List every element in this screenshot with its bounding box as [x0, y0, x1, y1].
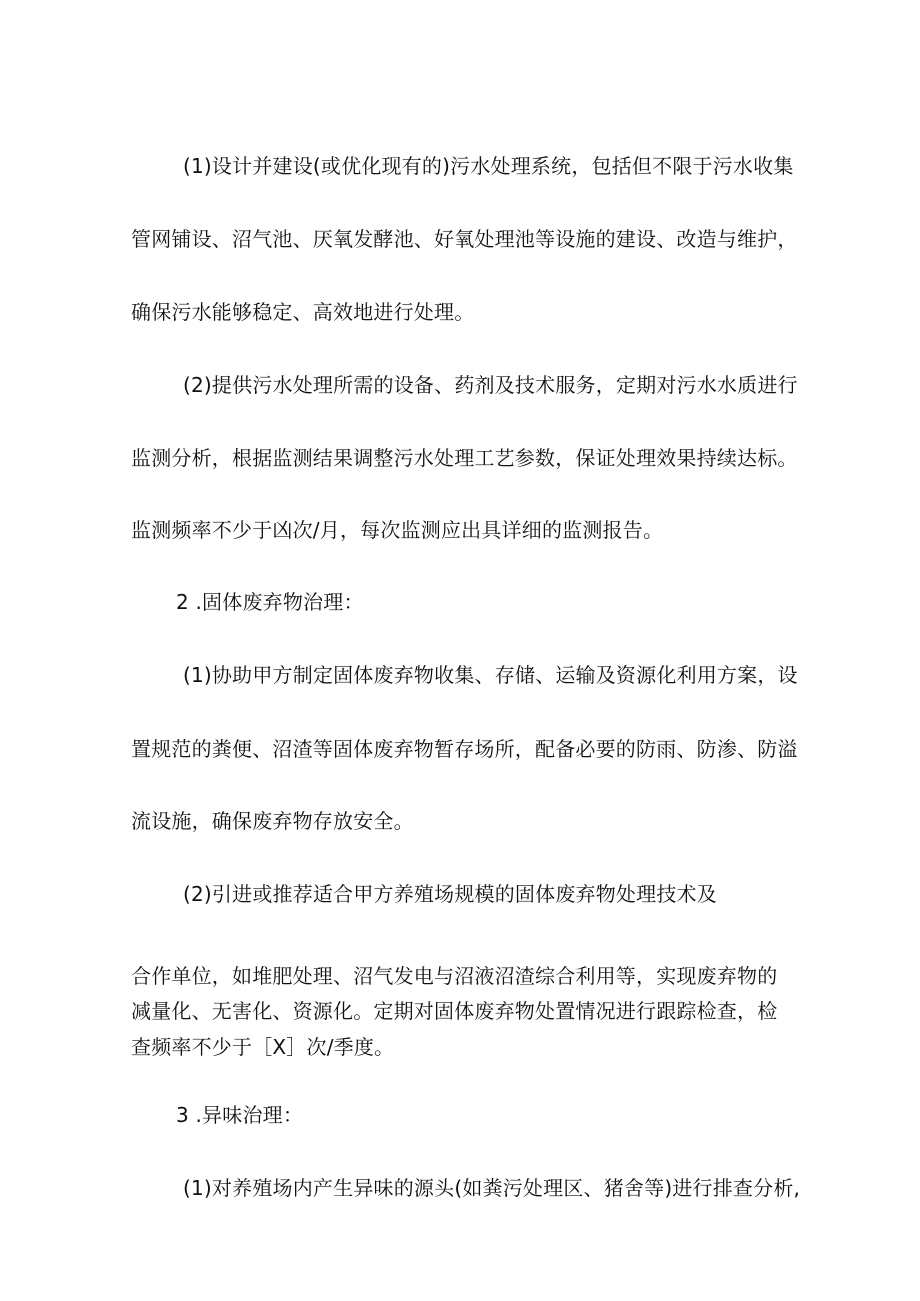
paragraph-3-1-line-1: (1)对养殖场内产生异味的源头(如粪污处理区、猪舍等)进行排查分析, — [183, 1176, 801, 1200]
paragraph-2-2-line-1: (2)引进或推荐适合甲方养殖场规模的固体废弃物处理技术及 — [183, 882, 717, 906]
paragraph-1-1-line-1: (1)设计并建设(或优化现有的)污水处理系统，包括但不限于污水收集 — [183, 154, 794, 178]
paragraph-1-2-line-2: 监测分析，根据监测结果调整污水处理工艺参数，保证处理效果持续达标。 — [131, 446, 798, 470]
paragraph-1-1-line-3: 确保污水能够稳定、高效地进行处理。 — [131, 300, 475, 324]
paragraph-1-1-line-2: 管网铺设、沼气池、厌氧发酵池、好氧处理池等设施的建设、改造与维护， — [131, 227, 798, 251]
paragraph-2-2-line-4: 查频率不少于［X］次/季度。 — [131, 1035, 395, 1059]
section-2-heading: 2 .固体废弃物治理： — [176, 590, 364, 614]
paragraph-2-1-line-2: 置规范的粪便、沼渣等固体废弃物暂存场所，配备必要的防雨、防渗、防溢 — [131, 737, 798, 761]
paragraph-2-2-line-3: 减量化、无害化、资源化。定期对固体废弃物处置情况进行跟踪检查，检 — [131, 999, 778, 1023]
section-3-heading: 3 .异味治理： — [176, 1103, 304, 1127]
paragraph-2-2-line-2: 合作单位，如堆肥处理、沼气发电与沼液沼渣综合利用等，实现废弃物的 — [131, 964, 778, 988]
paragraph-1-2-line-3: 监测频率不少于凶次/月，每次监测应出具详细的监测报告。 — [131, 518, 664, 542]
paragraph-2-1-line-1: (1)协助甲方制定固体废弃物收集、存储、运输及资源化利用方案，设 — [183, 663, 798, 687]
paragraph-2-1-line-3: 流设施，确保废弃物存放安全。 — [131, 809, 414, 833]
paragraph-1-2-line-1: (2)提供污水处理所需的设备、药剂及技术服务，定期对污水水质进行 — [183, 373, 798, 397]
